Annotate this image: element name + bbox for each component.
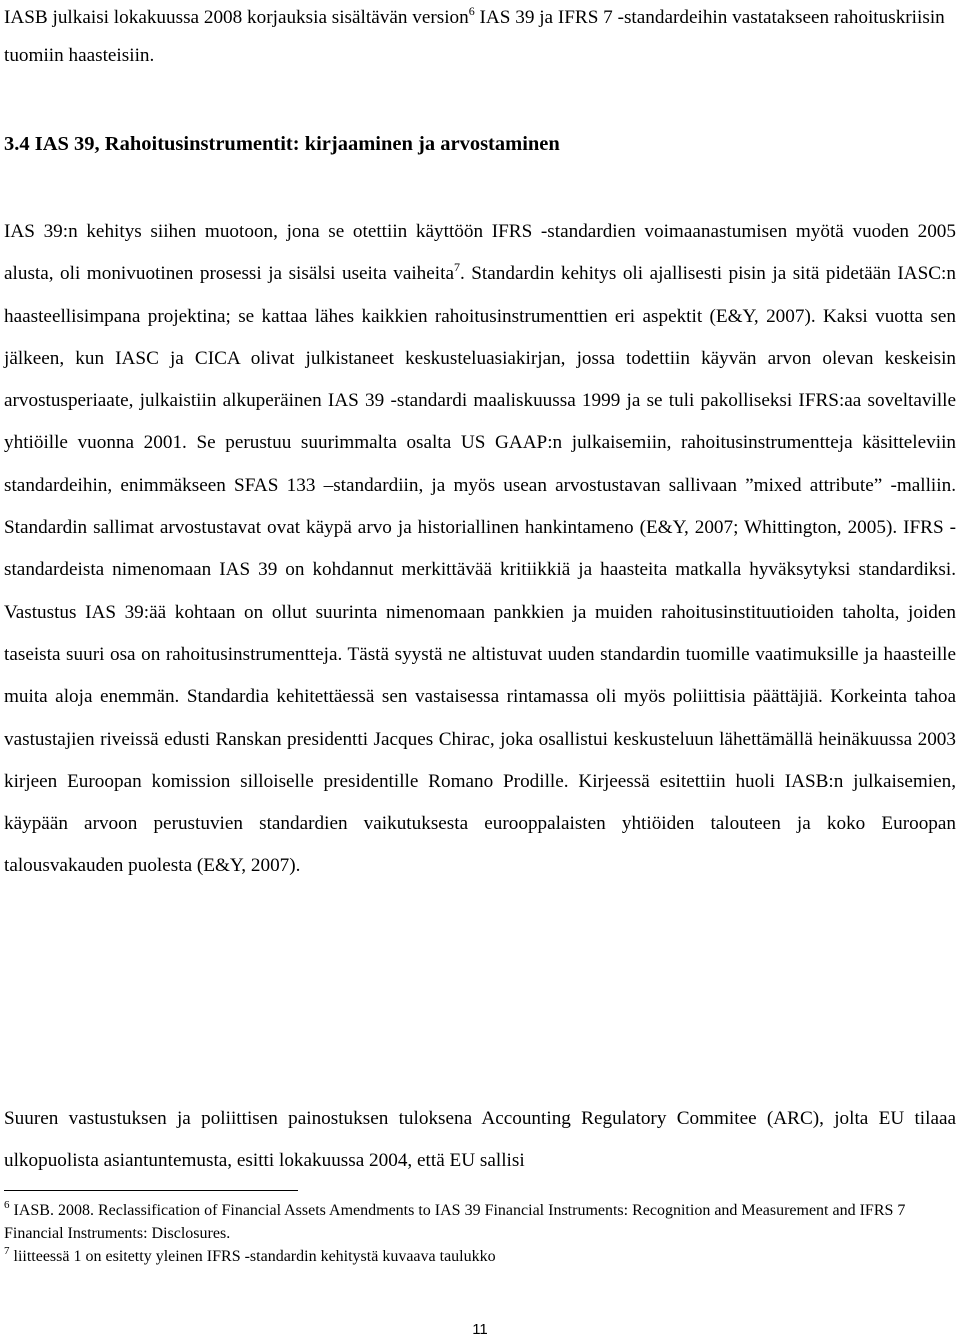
footnote-marker: 7 [4,1245,10,1257]
footnotes [4,1199,956,1268]
footnote-separator [4,1190,298,1191]
body-paragraph-1 [4,211,956,888]
body-text-before-ref: IAS 39:n kehitys siihen muotoon, jona se otettiin käyttöön IFRS -standardien voimaanastumisen myötä vuoden 2005 alusta, oli monivuotinen prosessi ja sisälsi useita vaiheita [4,221,956,285]
page-number: 11 [472,1321,488,1338]
intro-text-after-ref: IAS 39 ja IFRS 7 -standardeihin vastatakseen rahoituskriisin tuomiin haasteisiin. [4,7,945,66]
footnote-ref-7[interactable]: 7 [453,260,460,275]
body-text-after-ref: . Standardin kehitys oli ajallisesti pisin ja sitä pidetään IASC:n haasteellisimpana projektina; se kattaa lähes kaikkien rahoitusinstrumenttien eri aspektit (E&Y, 2007). Kaksi vuotta sen jälkeen, kun IASC ja CICA olivat julkistaneet keskusteluasiakirjan, jossa todettiin käyvän arvon olevan keskeisin arvostusperiaate, julkaistiin alkuperäinen IAS 39 -standardi maaliskuussa 1999 ja se tuli pakolliseksi IFRS:aa soveltaville yhtiöille vuonna 2001. Se perustuu suurimmalta osalta US GAAP:n julkaisemiin, rahoitusinstrumentteja käsitteleviin standardeihin, enimmäkseen SFAS 133 –standardiin, ja myös usean arvostustavan sallivaan ”mixed attribute” -malliin. Standardin sallimat arvostustavat ovat käypä arvo ja historiallinen hankintameno (E&Y, 2007; Whittington, 2005). IFRS -standardeista nimenomaan IAS 39 on kohdannut merkittävää kritiikkiä ja haasteita matkalla hyväksytyksi standardiksi. Vastustus IAS 39:ää kohtaan on ollut suurinta nimenomaan pankkien ja muiden rahoitusinstituutioiden taholta, joiden taseista suuri osa on rahoitusinstrumentteja. Tästä syystä ne altistuvat uuden standardin tuomille vaatimuksille ja haasteille muita aloja enemmän. Standardia kehitettäessä sen vastaisessa rintamassa oli myös poliittisia päättäjiä. Korkeinta tahoa vastustajien riveissä edusti Ranskan presidentti Jacques Chirac, joka osallistui keskusteluun lähettämällä heinäkuussa 2003 kirjeen Euroopan komission silloiselle presidentille Romano Prodille. Kirjeessä esitettiin huoli IASB:n julkaisemien, käypään arvoon perustuvien standardien vaikutuksesta eurooppalaisten yhtiöiden talouteen ja koko Euroopan talousvakauden puolesta (E&Y, 2007). [4,263,956,877]
section-heading: 3.4 IAS 39, Rahoitusinstrumentit: kirjaaminen ja arvostaminen [4,133,560,155]
intro-paragraph [4,0,956,75]
footnote-6 [4,1199,956,1245]
footnote-marker: 6 [4,1199,10,1211]
intro-text-before-ref: IASB julkaisi lokakuussa 2008 korjauksia sisältävän version [4,7,469,28]
footnote-7 [4,1245,956,1268]
document-page [4,0,956,1340]
body-paragraph-2: Suuren vastustuksen ja poliittisen painostuksen tuloksena Accounting Regulatory Commitee (ARC), jolta EU tilaaa ulkopuolista asiantuntemusta, esitti lokakuussa 2004, että EU sallisi [4,1108,956,1172]
footnote-text: IASB. 2008. Reclassification of Financial Assets Amendments to IAS 39 Financial Instruments: Recognition and Measurement and IFRS 7 Financial Instruments: Disclosures. [4,1202,906,1242]
footnote-ref-6[interactable]: 6 [468,4,475,18]
footnote-text: liitteessä 1 on esitetty yleinen IFRS -standardin kehitystä kuvaava taulukko [9,1248,496,1265]
